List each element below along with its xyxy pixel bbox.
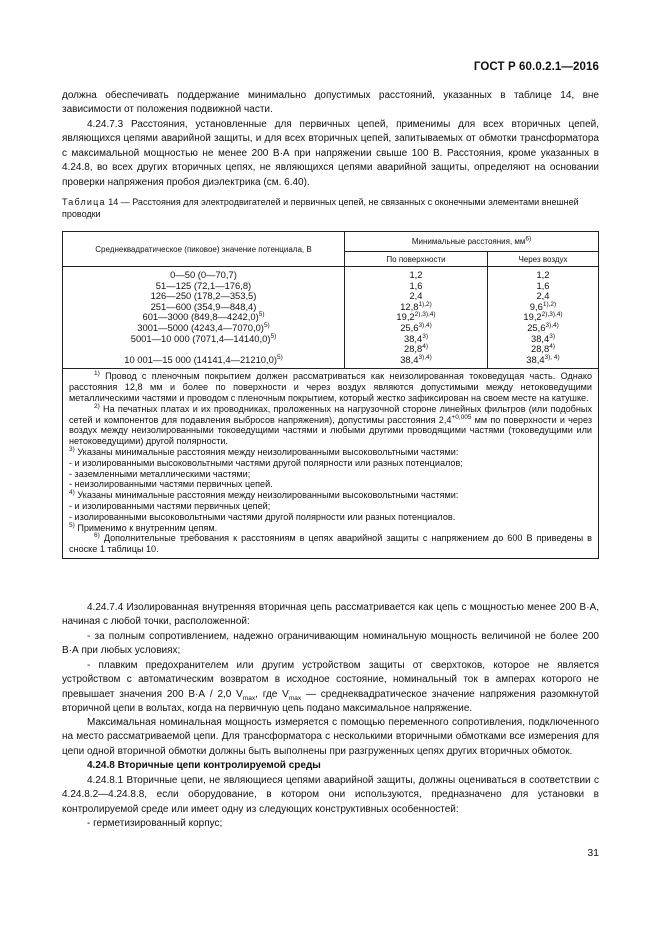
table-caption-label: Таблица [62,197,106,207]
potential-column [63,267,345,369]
potential-cell: 51—125 (72,1—176,8) [155,279,252,291]
potential-cell: 0—50 (0—70,7) [170,269,237,280]
air-cell: $19,2^{2),3),4)}$ [523,311,563,323]
potential-cell: 5001—10 000 (7071,4—14140,0)$^{5)}$ [130,332,277,344]
paragraph-max-power: Максимальная номинальная мощность измеряется с помощью переменного сопротивления, подключенного на место рассматриваемой цепи. Для трансформатора с несколькими вторичными обмотками все измерения для цепи одной вторичной обмотки должны быть выполнены при разгруженных цепях других вторичных обмоток. [62,717,599,757]
surface-cell: 2,4 [409,290,423,302]
air-cell: 38,4$^{3)}$ [530,332,556,344]
surface-cell: 38,4$^{3)}$ [403,332,429,344]
air-cell: 28,8$^{4)}$ [530,343,556,355]
surface-cell: $25,6^{3),4)}$ [400,321,432,333]
surface-column [345,267,488,369]
note-3-item-1: - и изолированными высоковольтными частями другой полярности или разных потенциалов; [69,457,463,468]
note-5: $^{5)}$ Применимо к внутренним цепям. [69,521,218,533]
air-cell: $25,6^{3),4)}$ [527,321,559,333]
note-4-item-2: - изолированными высоковольтными частями другой полярности или разных потенциалов. [69,511,456,522]
surface-cell: 1,2 [409,269,423,280]
header-air: Через воздух [488,252,599,267]
surface-cell: $12,8^{1),2)}$ [400,300,432,312]
surface-cell: $38,4^{3),4)}$ [400,353,432,365]
note-3-item-3: - неизолированными частями первичных цепей. [69,479,273,490]
air-column [488,267,599,369]
note-4: $^{4)}$ Указаны минимальные расстояния между неизолированными высоковольтными частями: [69,489,459,501]
air-cell: 2,4 [536,290,550,302]
note-4-item-1: - и изолированными частями первичных цепей; [69,500,271,511]
potential-cell: 3001—5000 (4243,4—7070,0)$^{5)}$ [137,321,270,333]
intro-paragraph-2: 4.24.7.3 Расстояния, установленные для первичных цепей, применимы для всех вторичных цепей, являющихся цепями аварийной защиты, и для всех вторичных цепей, запитываемых от обмотки трансформатора с максимальной мощностью не менее 200 В·А при напряжении свыше 100 В. Расстояния, кроме указанных в 4.24.8, во всех других вторичных цепях, не являющихся цепями аварийной защиты, определяют на основании проверки напряжения пробоя диэлектрика (см. 6.40). [62,119,599,188]
list-item-impedance: - за полным сопротивлением, надежно ограничивающим номинальную мощность величиной не более 200 В·А при любых условиях; [62,631,599,657]
list-item-sealed-enclosure: - герметизированный корпус; [87,818,223,829]
paragraph-4-24-7-4: 4.24.7.4 Изолированная внутренняя вторичная цепь рассматривается как цепь с мощностью менее 200 В·А, начиная с любой точки, расположенной: [62,602,599,628]
table-notes [63,369,599,559]
table-caption [62,196,599,220]
air-cell: 1,2 [536,269,550,280]
header-surface: По поверхности [345,252,488,267]
document-code: ГОСТ Р 60.0.2.1—2016 [473,61,599,73]
table-caption-text: 14 — Расстояния для электродвигателей и первичных цепей, не связанных с оконечными элементами внешней проводки [62,197,579,219]
potential-cell: 10 001—15 000 (14141,4—21210,0)$^{5)}$ [124,353,283,365]
surface-cell: 28,8$^{4)}$ [403,343,429,355]
potential-cell: 601—3000 (849,8—4242,0)$^{5)}$ [142,311,265,323]
note-1: $^{1)}$ Провод с пленочным покрытием должен рассматриваться как неизолированная токоведущая часть. Однако расстояния 12,8 мм и более по поверхности и через воздух являются допустимыми между нетоковедущими металлическими частями и проводом с пленочным покрытием, который жестко зафиксирован на своем месте на катушке. [69,370,592,403]
note-3-item-2: - заземленными металлическими частями; [69,468,251,479]
page-number: 31 [587,847,599,859]
header-potential: Среднеквадратическое (пиковое) значение потенциала, В [63,232,345,267]
note-6: $^{6)}$ Дополнительные требования к расстояниям в цепях аварийной защиты с напряжением до 600 В приведены в сноске 1 таблицы 10. [69,532,592,555]
potential-cell: 251—600 (354,9—848,4) [150,300,257,312]
potential-cell: 126—250 (178,2—353,5) [150,290,257,302]
air-cell: $9,6^{1),2)}$ [529,300,557,312]
section-heading-4-24-8: 4.24.8 Вторичные цепи контролируемой среды [87,760,321,771]
note-3: $^{3)}$ Указаны минимальные расстояния между неизолированными высоковольтными частями: [69,445,459,457]
note-2: $^{2)}$ На печатных платах и их проводниках, проложенных на нагрузочной стороне линейных фильтров (или подобных сетей и компонентов для подавления выбросов напряжения), допустимы расстояния $2,4^{+0,005}$ мм по поверхности и через воздух между неизолированными токоведущими частями и любыми другими проводящими частями (токоведущими или нетоковедущими) другой полярности. [69,402,592,447]
paragraph-4-24-8-1: 4.24.8.1 Вторичные цепи, не являющиеся цепями аварийной защиты, должны оцениваться в соответствии с 4.24.8.2—4.24.8.8, если оборудование, в котором они используются, предназначено для установки в контролируемой среде или имеет одну из следующих конструктивных особенностей: [62,775,599,815]
surface-cell: $19,2^{2),3),4)}$ [396,311,436,323]
air-cell: $38,4^{3), 4)}$ [526,353,560,365]
surface-cell: 1,6 [409,279,423,291]
distances-table [62,231,599,559]
header-min-distances: Минимальные расстояния, $мм^{6)}$ [345,232,599,252]
intro-paragraph-1: должна обеспечивать поддержание минимально допустимых расстояний, указанных в таблице 14, вне зависимости от положения подвижной части. [62,90,599,116]
air-cell: 1,6 [536,279,550,291]
list-item-fuse: - плавким предохранителем или другим устройством защиты от сверхтоков, которое не является устройством с автоматическим возвратом в исходное состояние, номинальный ток в амперах которого не превышает значения 200 В·А / 2,0 $V_{max}$, где $V_{max}$ — среднеквадратическое значение напряжения разомкнутой вторичной цепи в вольтах, когда на первичную цепь подано максимальное напряжение. [62,660,599,715]
